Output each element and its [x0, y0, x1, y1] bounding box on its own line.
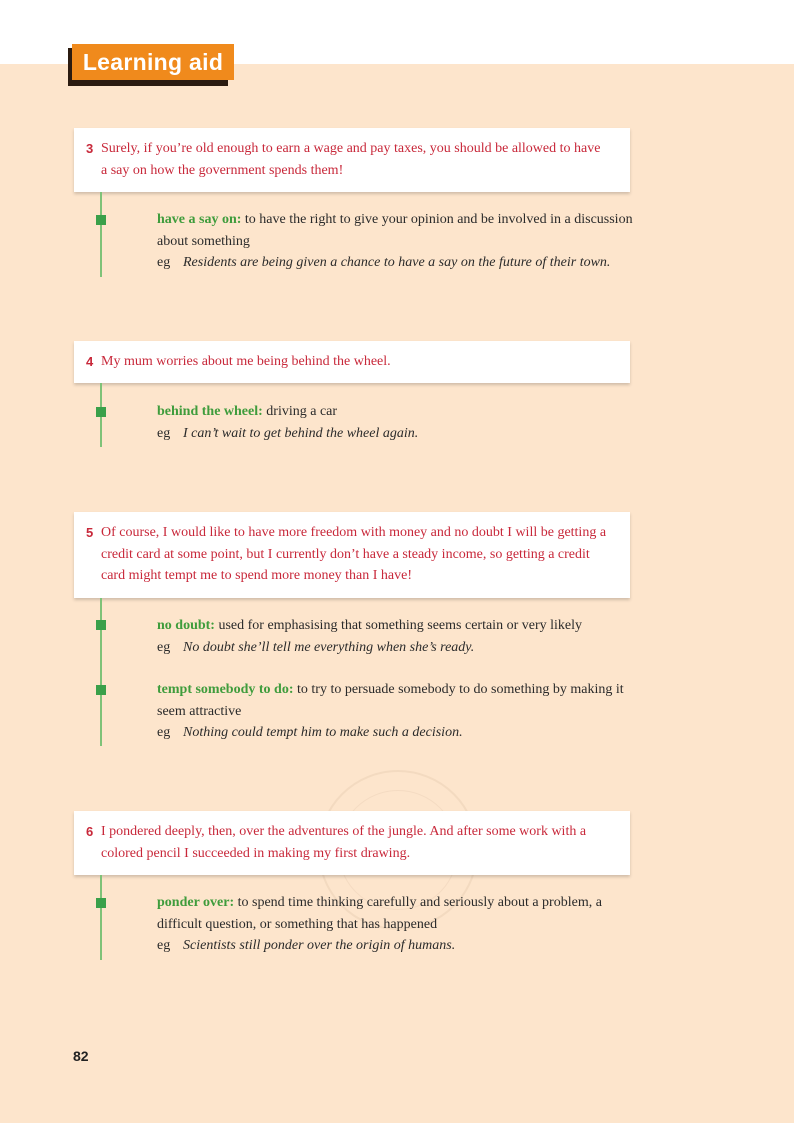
example-text: Scientists still ponder over the origin of humans.: [183, 938, 456, 953]
example-line: [157, 935, 627, 957]
sentence-card-3: [74, 128, 630, 192]
entry-marker-icon: [96, 620, 106, 630]
vocab-entry: [157, 892, 627, 957]
example-label: eg: [157, 938, 171, 953]
vocab-definition: to try to persuade somebody to do something by making it seem attractive: [157, 682, 624, 719]
sentence-text: Surely, if you’re old enough to earn a wage and pay taxes, you should be allowed to have a say on how the government spends them!: [101, 141, 601, 178]
vocab-term: have a say on:: [157, 212, 242, 227]
sentence-number: 3: [86, 141, 94, 156]
vocab-term: no doubt:: [157, 618, 215, 633]
sentence-card-4: [74, 341, 630, 383]
learning-aid-header: [68, 44, 234, 86]
sentence-number: 4: [86, 354, 94, 369]
sentence-card-6: [74, 811, 630, 875]
entry-marker-icon: [96, 685, 106, 695]
entry-rail: [100, 192, 102, 277]
sentence-text: Of course, I would like to have more freedom with money and no doubt I will be getting a credit card at some point, but I currently don’t have a steady income, so getting a credit card might tempt me to spend more money than I have!: [101, 525, 607, 583]
vocab-entry: [157, 401, 637, 444]
entry-marker-icon: [96, 407, 106, 417]
example-text: Residents are being given a chance to have a say on the future of their town.: [183, 255, 611, 270]
example-text: No doubt she’ll tell me everything when she’s ready.: [183, 639, 475, 655]
page-number: 82: [73, 1048, 89, 1064]
sentence-text: My mum worries about me being behind the wheel.: [101, 354, 391, 369]
example-line: [157, 637, 637, 659]
entry-rail: [100, 875, 102, 960]
example-line: [157, 252, 637, 274]
sentence-text: I pondered deeply, then, over the adventures of the jungle. And after some work with a colored pencil I succeeded in making my first drawing.: [101, 824, 587, 861]
sentence-number: 6: [86, 824, 94, 839]
sentence-number: 5: [86, 525, 94, 540]
vocab-definition: used for emphasising that something seems certain or very likely: [214, 618, 582, 633]
example-text: I can’t wait to get behind the wheel again.: [183, 425, 419, 441]
example-label: eg: [157, 639, 171, 655]
example-label: eg: [157, 255, 171, 270]
vocab-definition: to have the right to give your opinion and be involved in a discussion about something: [157, 212, 633, 249]
vocab-term: tempt somebody to do:: [157, 682, 294, 697]
example-label: eg: [157, 725, 171, 740]
vocab-definition: to spend time thinking carefully and seriously about a problem, a difficult question, or something that has happened: [157, 895, 602, 932]
vocab-term: behind the wheel:: [157, 404, 263, 419]
vocab-definition: driving a car: [262, 404, 338, 419]
example-line: [157, 722, 637, 744]
example-text: Nothing could tempt him to make such a decision.: [183, 725, 463, 740]
entry-marker-icon: [96, 215, 106, 225]
vocab-entry: [157, 615, 637, 658]
vocab-entry: [157, 679, 637, 744]
vocab-term: ponder over:: [157, 895, 235, 910]
example-label: eg: [157, 425, 171, 441]
example-line: [157, 423, 637, 445]
vocab-entry: [157, 209, 637, 274]
entry-marker-icon: [96, 898, 106, 908]
sentence-card-5: [74, 512, 630, 598]
page-title: Learning aid: [72, 44, 234, 80]
